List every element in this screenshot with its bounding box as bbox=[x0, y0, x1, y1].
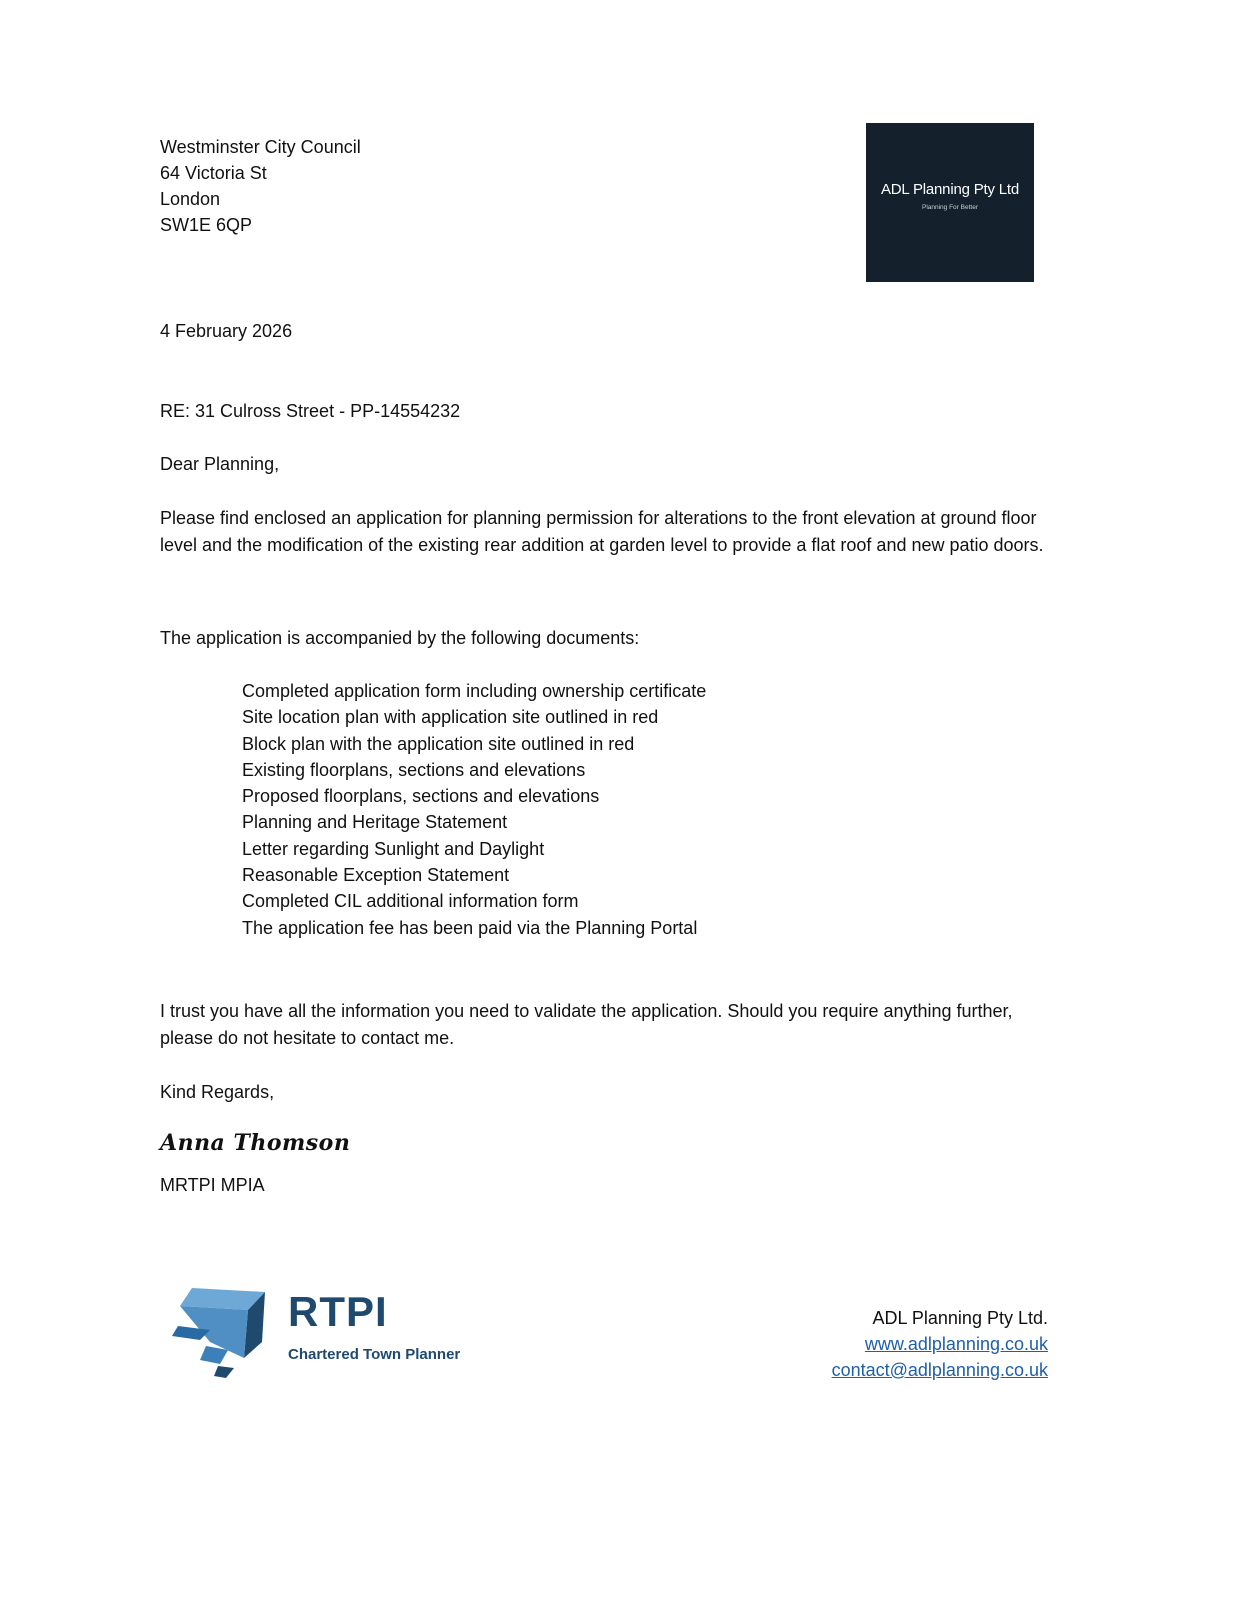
recipient-address bbox=[160, 134, 361, 238]
intro-paragraph: Please find enclosed an application for planning permission for alterations to the front elevation at ground floor level and the modification of the existing rear addition at garden level to provide a flat roof and new patio doors. bbox=[160, 508, 1044, 555]
letter-subject: RE: 31 Culross Street - PP-14554232 bbox=[160, 401, 461, 421]
company-logo bbox=[866, 123, 1034, 282]
list-item: Planning and Heritage Statement bbox=[242, 812, 508, 833]
list-item: The application fee has been paid via the Planning Portal bbox=[242, 917, 698, 938]
list-item: Existing floorplans, sections and elevations bbox=[242, 759, 586, 780]
list-item: Block plan with the application site outlined in red bbox=[242, 733, 635, 754]
footer-contact bbox=[832, 1305, 1048, 1383]
recipient-line: London bbox=[160, 189, 221, 209]
list-item: Reasonable Exception Statement bbox=[242, 865, 510, 886]
website-link[interactable]: www.adlplanning.co.uk bbox=[864, 1334, 1048, 1354]
documents-intro: The application is accompanied by the following documents: bbox=[160, 628, 640, 648]
rtpi-subtitle: Chartered Town Planner bbox=[288, 1346, 461, 1363]
closing-paragraph: I trust you have all the information you need to validate the application. Should you require anything further, please do not hesitate to contact me. bbox=[160, 1001, 1013, 1048]
list-item: Proposed floorplans, sections and elevations bbox=[242, 786, 600, 807]
list-item: Completed application form including ownership certificate bbox=[242, 681, 707, 701]
list-item: Site location plan with application site outlined in red bbox=[242, 707, 659, 728]
signature: Anna Thomson bbox=[160, 1130, 351, 1156]
credentials: MRTPI MPIA bbox=[160, 1175, 265, 1195]
list-item: Letter regarding Sunlight and Daylight bbox=[242, 838, 545, 859]
list-item: Completed CIL additional information form bbox=[242, 891, 579, 912]
greeting: Dear Planning, bbox=[160, 454, 280, 474]
letter-date: 4 February 2026 bbox=[160, 321, 293, 341]
recipient-line: 64 Victoria St bbox=[160, 163, 267, 183]
email-link[interactable]: contact@adlplanning.co.uk bbox=[831, 1360, 1048, 1380]
recipient-line: SW1E 6QP bbox=[160, 215, 253, 235]
documents-list bbox=[242, 678, 706, 941]
signoff: Kind Regards, bbox=[160, 1082, 275, 1102]
rtpi-title: RTPI bbox=[288, 1288, 388, 1335]
company-logo-name: ADL Planning Pty Ltd bbox=[880, 181, 1020, 198]
recipient-line: Westminster City Council bbox=[160, 137, 361, 157]
company-logo-tagline: Planning For Better bbox=[921, 204, 978, 211]
footer-company: ADL Planning Pty Ltd. bbox=[872, 1308, 1048, 1328]
